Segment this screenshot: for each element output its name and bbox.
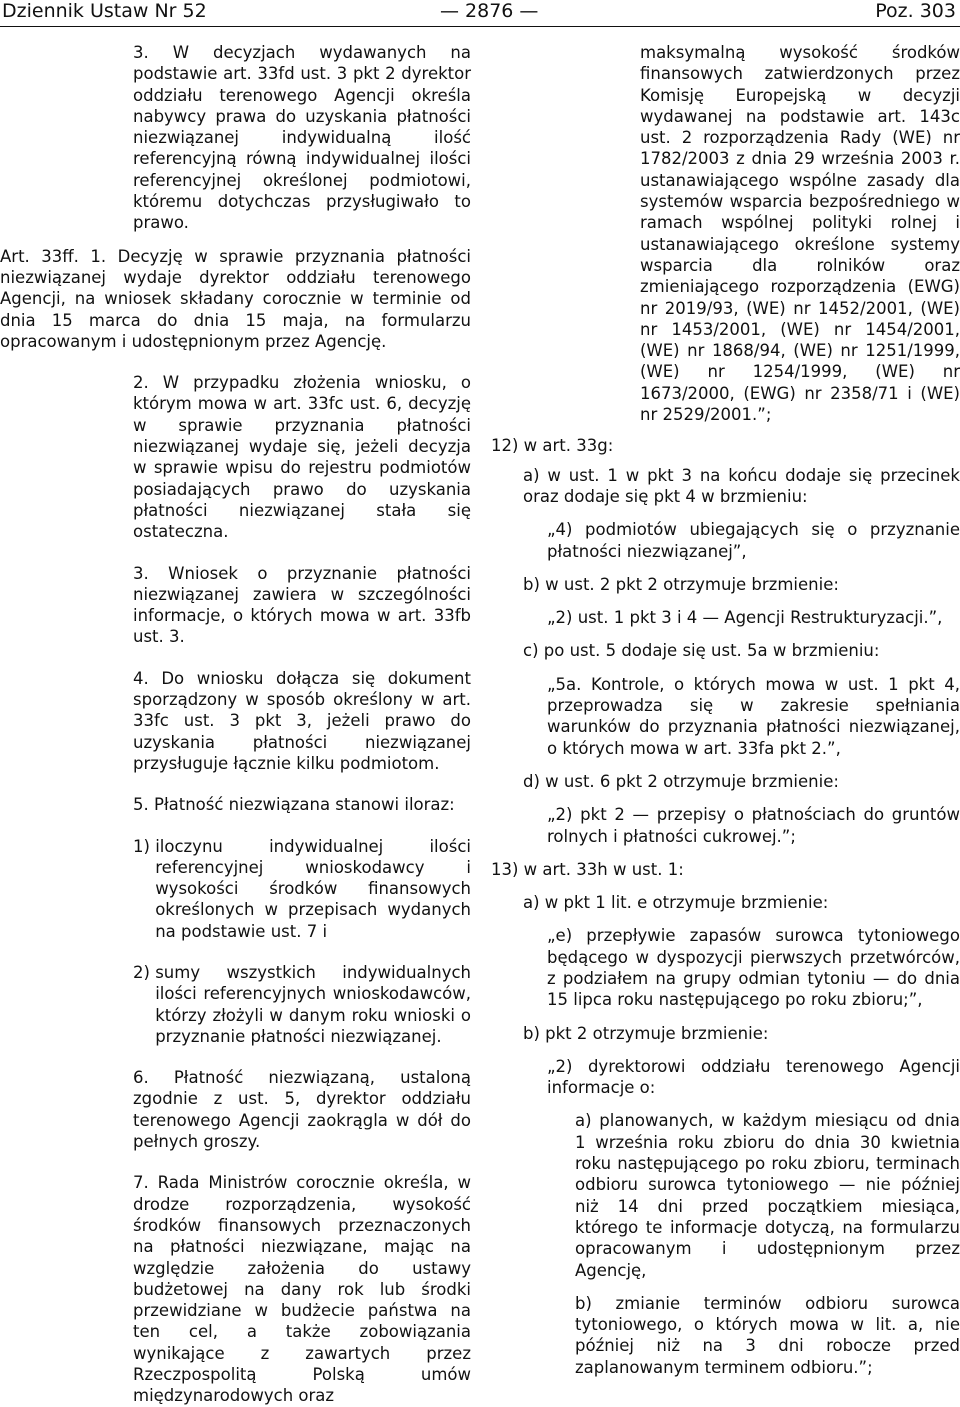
paragraph-3: 3. W decyzjach wydawanych na podstawie art. 33fd ust. 3 pkt 2 dyrektor oddziału terenowego Agencji określa nabywcy prawa do uzyskania płatności niezwiązanej indywidualną ilość referencyjną równą indywidualnej ilości referencyjnej określonej podmiotowi, któremu dotychczas przysługiwało to prawo. bbox=[133, 43, 471, 233]
page-number: — 2876 — bbox=[440, 0, 539, 22]
item-12-b: b) w ust. 2 pkt 2 otrzymuje brzmienie: bbox=[523, 574, 839, 594]
paragraph-5-point-1: 1) iloczynu indywidualnej ilości referencyjnej wnioskodawcy i wysokości środków finansowych określonych w przepisach wydanych na podstawie ust. 7 i bbox=[133, 836, 471, 941]
art-33ff bbox=[0, 246, 471, 352]
item-12-c-quote: „5a. Kontrole, o których mowa w ust. 1 pkt 4, przeprowadza się w zakresie spełniania warunków do przyznania płatności niezwiązanej, o których mowa w art. 33fa pkt 2.”, bbox=[547, 674, 960, 758]
paragraph-4: 4. Do wniosku dołącza się dokument sporządzony w sposób określony w art. 33fc ust. 3 pkt 3, jeżeli prawo do uzyskania płatności niezwiązanej przysługuje łącznie kilku podmiotom. bbox=[133, 668, 471, 773]
item-12-a: a) w ust. 1 w pkt 3 na końcu dodaje się przecinek oraz dodaje się pkt 4 w brzmieniu: bbox=[523, 465, 960, 506]
item-13: 13) w art. 33h w ust. 1: bbox=[491, 859, 684, 879]
journal-title: Dziennik Ustaw Nr 52 bbox=[2, 0, 207, 22]
item-13-b-quote: „2) dyrektorowi oddziału terenowego Agencji informacje o: bbox=[547, 1056, 960, 1098]
position-number: Poz. 303 bbox=[875, 0, 956, 22]
art-33ff-ust-1: Decyzję w sprawie przyznania płatności niezwiązanej wydaje dyrektor oddziału terenowego Agencji, na wniosek składany corocznie w terminie od dnia 15 marca do dnia 15 maja, na formularzu opracowanym i udostępnionym przez Agencję. bbox=[0, 246, 471, 351]
paragraph-5: 5. Płatność niezwiązana stanowi iloraz: bbox=[133, 795, 455, 815]
item-13-b-quote-b: b) zmianie terminów odbioru surowca tytoniowego, o których mowa w lit. a, nie później niż na 3 dni robocze przed zaplanowanym terminem odbioru.”; bbox=[575, 1293, 960, 1377]
item-13-b-quote-a: a) planowanych, w każdym miesiącu od dnia 1 września roku zbioru do dnia 30 kwietnia roku następującego po roku zbioru, terminach odbioru surowca tytoniowego — nie później niż 14 dni przed początkiem miesiąca, którego te informacje dotyczą, na formularzu opracowanym i udostępnionym przez Agencję, bbox=[575, 1111, 960, 1280]
item-12-d-quote: „2) pkt 2 — przepisy o płatnościach do gruntów rolnych i płatności cukrowej.”; bbox=[547, 805, 960, 846]
item-13-b: b) pkt 2 otrzymuje brzmienie: bbox=[523, 1023, 769, 1043]
paragraph-2: 2. W przypadku złożenia wniosku, o którym mowa w art. 33fc ust. 6, decyzję w sprawie przyznania płatności niezwiązanej wydaje się, jeżeli decyzja w sprawie wpisu do rejestru podmiotów posiadających prawo do uzyskania płatności niezwiązanej stała się ostateczna. bbox=[133, 373, 471, 542]
paragraph-6: 6. Płatność niezwiązaną, ustaloną zgodnie z ust. 5, dyrektor oddziału terenowego Agencji zaokrągla w dół do pełnych groszy. bbox=[133, 1068, 471, 1152]
item-13-a: a) w pkt 1 lit. e otrzymuje brzmienie: bbox=[523, 893, 829, 913]
page-header bbox=[0, 0, 960, 28]
header-rule bbox=[0, 26, 960, 27]
item-12-b-quote: „2) ust. 1 pkt 3 i 4 — Agencji Restrukturyzacji.”, bbox=[547, 608, 943, 628]
right-column bbox=[491, 42, 960, 1378]
item-12-d: d) w ust. 6 pkt 2 otrzymuje brzmienie: bbox=[523, 771, 839, 791]
item-12-c: c) po ust. 5 dodaje się ust. 5a w brzmieniu: bbox=[523, 641, 880, 661]
paragraph-7: 7. Rada Ministrów corocznie określa, w drodze rozporządzenia, wysokość środków finansowych przeznaczonych na płatności niezwiązane, mając na względzie założenia do ustawy budżetowej na dany rok lub środki przewidziane w budżecie państwa na ten cel, a także zobowiązania wynikające z zawartych przez Rzeczpospolitą Polską umów międzynarodowych oraz bbox=[133, 1173, 471, 1406]
paragraph-5-point-2: 2) sumy wszystkich indywidualnych ilości referencyjnych wnioskodawców, którzy złożyli w danym roku wnioski o przyznanie płatności niezwiązanej. bbox=[133, 962, 471, 1046]
art-33ff-heading: Art. 33ff. 1. bbox=[0, 246, 107, 266]
item-12-a-quote: „4) podmiotów ubiegających się o przyznanie płatności niezwiązanej”, bbox=[547, 520, 960, 561]
item-12: 12) w art. 33g: bbox=[491, 436, 614, 456]
item-13-a-quote: „e) przepływie zapasów surowca tytoniowego będącego w dyspozycji pierwszych przetwórców, z podziałem na grupy odmian tytoniu — do dnia 15 lipca roku następującego po roku zbioru;”, bbox=[547, 926, 960, 1010]
continuation-paragraph: maksymalną wysokość środków finansowych zatwierdzonych przez Komisję Europejską w decyzji wydawanej na podstawie art. 143c ust. 2 rozporządzenia Rady (WE) nr 1782/2003 z dnia 29 września 2003 r. ustanawiającego wspólne zasady dla systemów wsparcia bezpośredniego w ramach wspólnej polityki rolnej i ustanawiającego określone systemy wsparcia dla rolników oraz zmieniającego rozporządzenia (EWG) nr 2019/93, (WE) nr 1452/2001, (WE) nr 1453/2001, (WE) nr 1454/2001, (WE) nr 1868/94, (WE) nr 1251/1999, (WE) nr 1254/1999, (WE) nr 1673/2000, (EWG) nr 2358/71 i (WE) nr 2529/2001.”; bbox=[640, 43, 960, 425]
paragraph-3b: 3. Wniosek o przyznanie płatności niezwiązanej zawiera w szczególności informacje, o których mowa w art. 33fb ust. 3. bbox=[133, 563, 471, 647]
left-column bbox=[0, 42, 471, 1407]
